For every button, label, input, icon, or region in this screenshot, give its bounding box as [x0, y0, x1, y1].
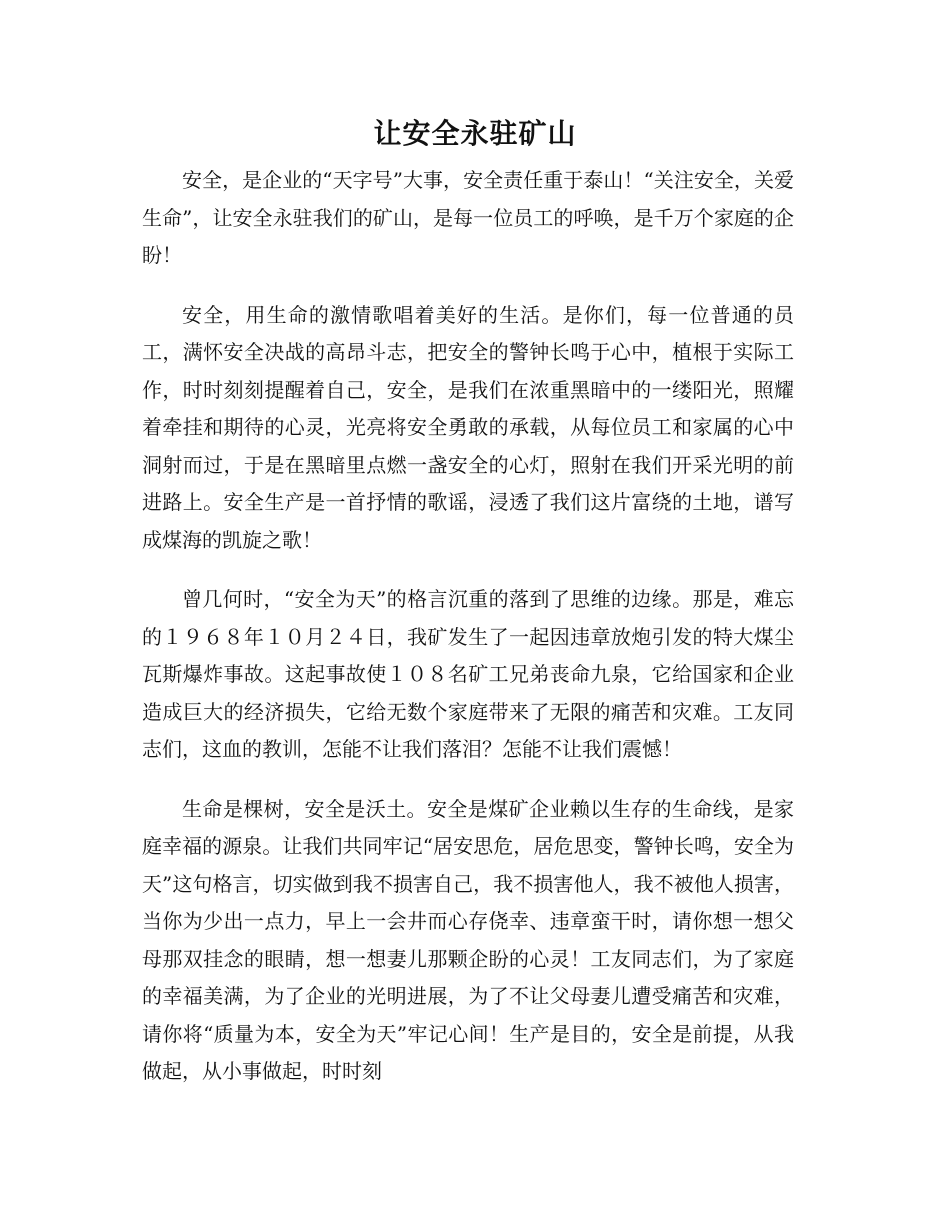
paragraph-3: 曾几何时，“安全为天”的格言沉重的落到了思维的边缘。那是，难忘的１９６８年１０月２４日，我矿发生了一起因违章放炮引发的特大煤尘瓦斯爆炸事故。这起事故使１０８名矿工兄弟丧命九泉，它给国家和企业造成巨大的经济损失，它给无数个家庭带来了无限的痛苦和灾难。工友同志们，这血的教训，怎能不让我们落泪？怎能不让我们震憾！	[142, 587, 794, 761]
paragraph-2: 安全，用生命的激情歌唱着美好的生活。是你们，每一位普通的员工，满怀安全决战的高昂斗志，把安全的警钟长鸣于心中，植根于实际工作，时时刻刻提醒着自己，安全，是我们在浓重黑暗中的一缕阳光，照耀着牵挂和期待的心灵，光亮将安全勇敢的承载，从每位员工和家属的心中洞射而过，于是在黑暗里点燃一盏安全的心灯，照射在我们开采光明的前进路上。安全生产是一首抒情的歌谣，浸透了我们这片富绕的土地，谱写成煤海的凯旋之歌！	[142, 302, 794, 552]
document-body	[142, 162, 794, 1113]
page-title: 让安全永驻矿山	[373, 117, 577, 150]
paragraph-4: 生命是棵树，安全是沃土。安全是煤矿企业赖以生存的生命线，是家庭幸福的源泉。让我们共同牢记“居安思危，居危思变，警钟长鸣，安全为天”这句格言，切实做到我不损害自己，我不损害他人，我不被他人损害，当你为少出一点力，早上一会井而心存侥幸、违章蛮干时，请你想一想父母那双挂念的眼睛，想一想妻儿那颗企盼的心灵！工友同志们，为了家庭的幸福美满，为了企业的光明进展，为了不让父母妻儿遭受痛苦和灾难，请你将“质量为本，安全为天”牢记心间！生产是目的，安全是前提，从我做起，从小事做起，时时刻	[142, 796, 794, 1083]
paragraph-1: 安全，是企业的“天字号”大事，安全责任重于泰山！“关注安全，关爱生命”，让安全永驻我们的矿山，是每一位员工的呼唤，是千万个家庭的企盼！	[142, 168, 794, 267]
